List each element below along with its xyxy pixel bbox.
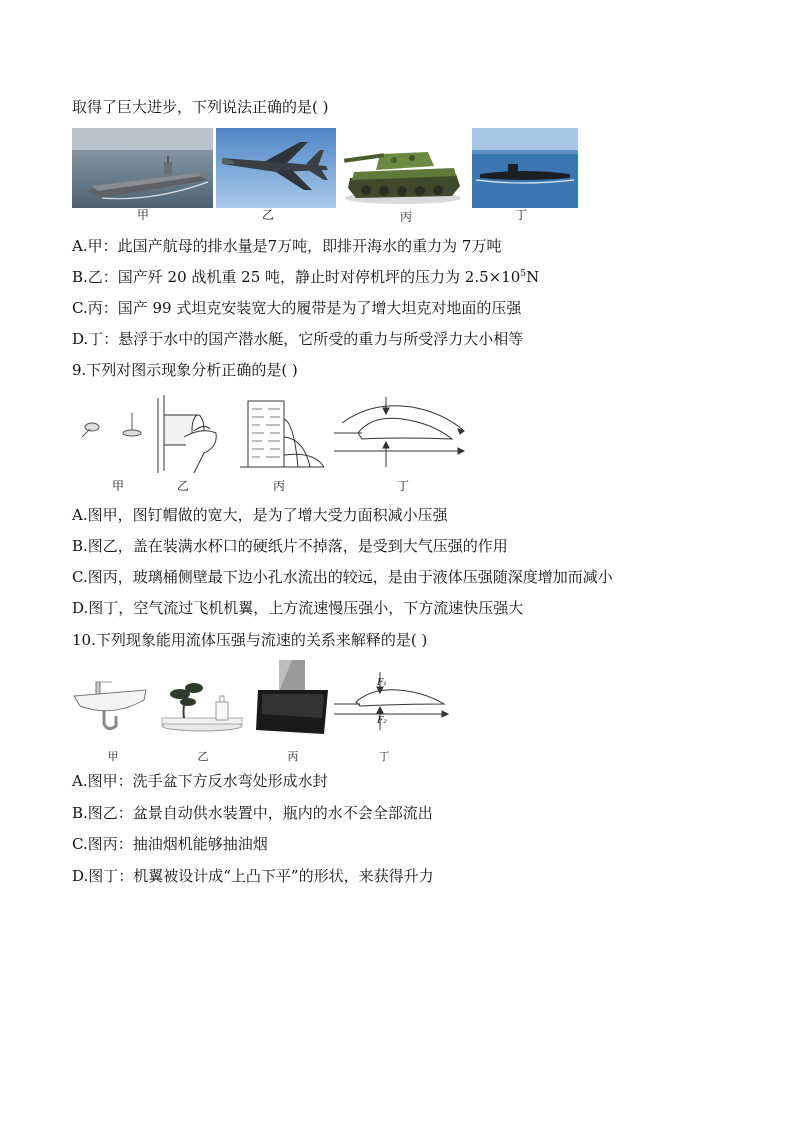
inverted-cup-drawing: [158, 395, 216, 473]
q9-stem: 9.下列对图示现象分析正确的是( ): [72, 361, 298, 379]
q8-caption-bing: 丙: [399, 210, 412, 224]
q8-option-d: D.丁：悬浮于水中的国产潜水艇，它所受的重力与所受浮力大小相等: [72, 330, 524, 348]
wash-basin-drawing: [74, 682, 146, 729]
tank-photo: [342, 128, 464, 208]
q9-caption-yi: 乙: [176, 479, 189, 493]
q9-caption-jia: 甲: [111, 479, 124, 493]
q10-caption-bing: 丙: [287, 750, 299, 763]
q10-caption-yi: 乙: [197, 750, 209, 763]
airfoil-drawing: [334, 397, 464, 467]
submarine-photo: [472, 128, 578, 208]
q10-caption-jia: 甲: [107, 750, 119, 763]
q10-option-c: C.图丙：抽油烟机能够抽油烟: [72, 835, 268, 853]
intro-text: 取得了巨大进步，下列说法正确的是( ): [72, 98, 329, 116]
water-tank-drawing: [240, 401, 324, 467]
q9-caption-ding: 丁: [396, 479, 409, 493]
q10-option-a: A.图甲：洗手盆下方反水弯处形成水封: [72, 772, 328, 790]
force-label-f2: F₂: [377, 716, 387, 726]
fighter-jet-photo: [216, 128, 336, 208]
q9-option-b: B.图乙，盖在装满水杯口的硬纸片不掉落，是受到大气压强的作用: [72, 537, 508, 555]
q8-caption-yi: 乙: [261, 208, 274, 222]
q10-option-d: D.图丁：机翼被设计成“上凸下平”的形状，来获得升力: [72, 867, 434, 885]
q8-option-c: C.丙：国产 99 式坦克安装宽大的履带是为了增大坦克对地面的压强: [72, 299, 522, 317]
thumbtack-drawing: [82, 413, 141, 437]
q9-option-a: A.图甲，图钉帽做的宽大，是为了增大受力面积减小压强: [72, 506, 448, 524]
q10-caption-ding: 丁: [378, 750, 390, 763]
bonsai-drawing: [162, 683, 242, 731]
aircraft-carrier-photo: [72, 128, 213, 208]
q9-option-c: C.图丙，玻璃桶侧壁最下边小孔水流出的较远，是由于液体压强随深度增加而减小: [72, 568, 613, 586]
q8-option-a: A.甲：此国产航母的排水量是7万吨，即排开海水的重力为 7万吨: [72, 237, 502, 255]
q8-caption-ding: 丁: [514, 208, 527, 222]
q8-option-b-unit: N: [526, 268, 540, 286]
q8-caption-jia: 甲: [136, 208, 149, 222]
q10-figure: [72, 660, 450, 738]
q8-option-b: [72, 267, 539, 287]
q10-option-b: B.图乙：盆景自动供水装置中，瓶内的水不会全部流出: [72, 804, 433, 822]
q9-option-d: D.图丁，空气流过飞机机翼，上方流速慢压强小，下方流速快压强大: [72, 599, 524, 617]
q8-option-b-text: B.乙：国产歼 20 战机重 25 吨，静止时对停机坪的压力为 2.5×10: [72, 268, 521, 286]
q8-option-b-exponent: 5: [520, 269, 527, 279]
range-hood-drawing: [256, 660, 328, 734]
q9-caption-bing: 丙: [272, 479, 285, 493]
force-label-f1: F₁: [377, 678, 387, 688]
q9-figure: [72, 393, 472, 475]
q10-stem: 10.下列现象能用流体压强与流速的关系来解释的是( ): [72, 631, 428, 649]
